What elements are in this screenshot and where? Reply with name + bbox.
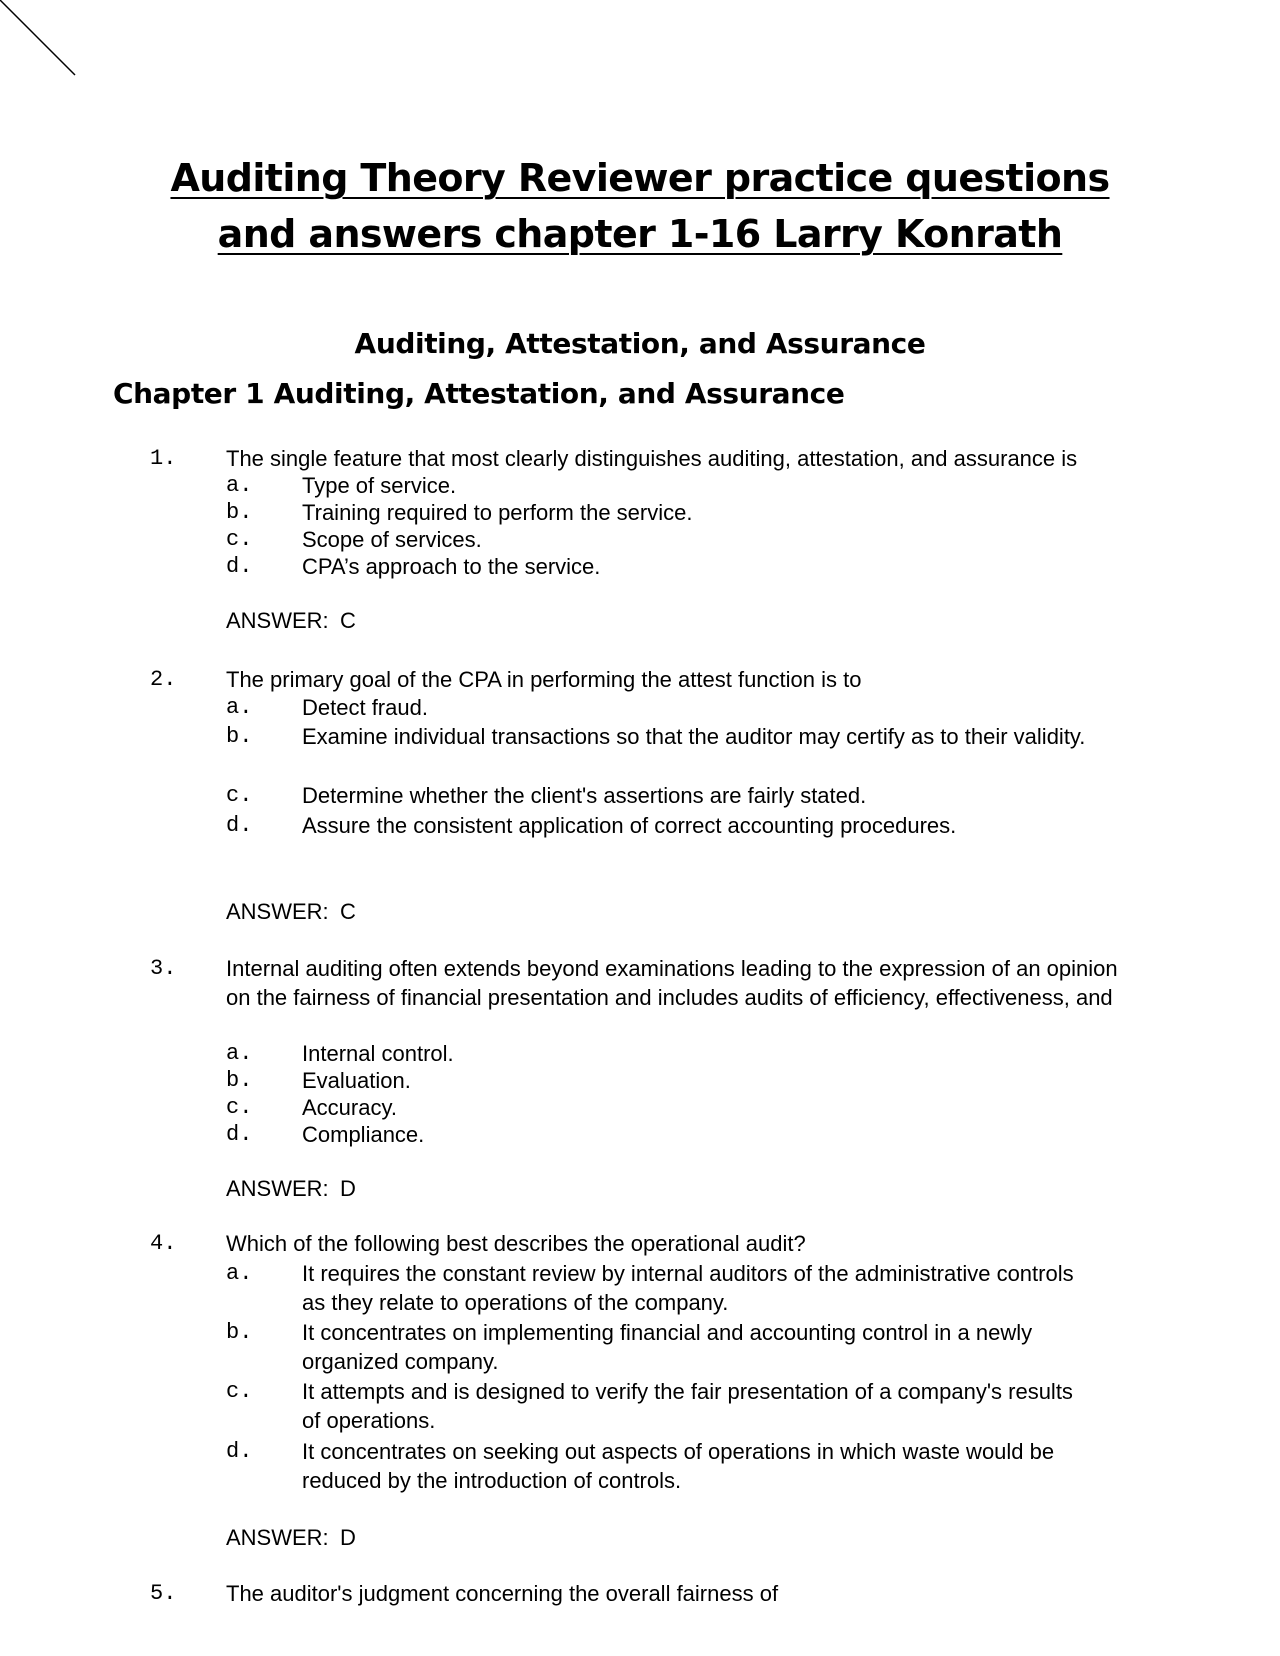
answer-value: C xyxy=(340,899,356,924)
option-letter: a. xyxy=(226,473,253,498)
option-text: CPA’s approach to the service. xyxy=(302,554,601,579)
option-text: Scope of services. xyxy=(302,527,482,552)
option-letter: b. xyxy=(226,500,253,525)
option-letter: b. xyxy=(226,724,253,749)
answer-label: ANSWER: xyxy=(226,1176,329,1201)
option-text: Detect fraud. xyxy=(302,695,428,720)
option-text: It concentrates on seeking out aspects of operations in which waste would be reduced by the introduction of controls. xyxy=(302,1439,1055,1493)
option-text: Training required to perform the service. xyxy=(302,500,693,525)
answer-value: C xyxy=(340,608,356,633)
question-number: 3. xyxy=(150,956,177,981)
option-text: It concentrates on implementing financial and accounting control in a newly organized company. xyxy=(302,1320,1033,1374)
chapter-heading: Chapter 1 Auditing, Attestation, and Assurance xyxy=(113,377,845,410)
option-text: Type of service. xyxy=(302,473,457,498)
answer-line xyxy=(226,606,356,635)
option-text: Accuracy. xyxy=(302,1095,397,1120)
option-letter: c. xyxy=(226,527,253,552)
option-letter: a. xyxy=(226,1261,253,1286)
option-letter: a. xyxy=(226,1041,253,1066)
option-letter: d. xyxy=(226,1439,253,1464)
option-letter: b. xyxy=(226,1068,253,1093)
option-letter: b. xyxy=(226,1320,253,1345)
option-letter: d. xyxy=(226,813,253,838)
answer-line xyxy=(226,1174,356,1203)
question-number: 2. xyxy=(150,667,177,692)
option-letter: c. xyxy=(226,783,253,808)
answer-line xyxy=(226,897,356,926)
question-text: The primary goal of the CPA in performing the attest function is to xyxy=(226,667,862,692)
option-text: Evaluation. xyxy=(302,1068,411,1093)
answer-line xyxy=(226,1523,356,1552)
option-letter: d. xyxy=(226,1122,253,1147)
question-text: The single feature that most clearly distinguishes auditing, attestation, and assurance is xyxy=(226,446,1078,471)
question-number: 1. xyxy=(150,446,177,471)
option-text: Examine individual transactions so that the auditor may certify as to their validity. xyxy=(302,724,1086,749)
question-number: 5. xyxy=(150,1581,177,1606)
option-text: Assure the consistent application of correct accounting procedures. xyxy=(302,813,957,838)
option-text: Determine whether the client's assertions are fairly stated. xyxy=(302,783,867,808)
question-text: Which of the following best describes the operational audit? xyxy=(226,1231,806,1256)
title-line-2: and answers chapter 1-16 Larry Konrath xyxy=(217,212,1063,256)
answer-label: ANSWER: xyxy=(226,899,329,924)
option-text: It attempts and is designed to verify the fair presentation of a company's results of operations. xyxy=(302,1379,1073,1433)
title-line-1: Auditing Theory Reviewer practice questions xyxy=(170,156,1110,200)
answer-value: D xyxy=(340,1176,356,1201)
question-number: 4. xyxy=(150,1231,177,1256)
option-letter: c. xyxy=(226,1095,253,1120)
question-text: The auditor's judgment concerning the overall fairness of xyxy=(226,1581,779,1606)
option-text: Internal control. xyxy=(302,1041,454,1066)
option-text: It requires the constant review by internal auditors of the administrative controls as they relate to operations of the company. xyxy=(302,1261,1074,1315)
option-letter: a. xyxy=(226,695,253,720)
option-text: Compliance. xyxy=(302,1122,425,1147)
option-letter: c. xyxy=(226,1379,253,1404)
answer-label: ANSWER: xyxy=(226,608,329,633)
answer-label: ANSWER: xyxy=(226,1525,329,1550)
answer-value: D xyxy=(340,1525,356,1550)
section-heading: Auditing, Attestation, and Assurance xyxy=(354,327,926,360)
option-letter: d. xyxy=(226,554,253,579)
question-text: Internal auditing often extends beyond examinations leading to the expression of an opinion on the fairness of financial presentation and includes audits of efficiency, effectiveness, and xyxy=(226,956,1118,1010)
